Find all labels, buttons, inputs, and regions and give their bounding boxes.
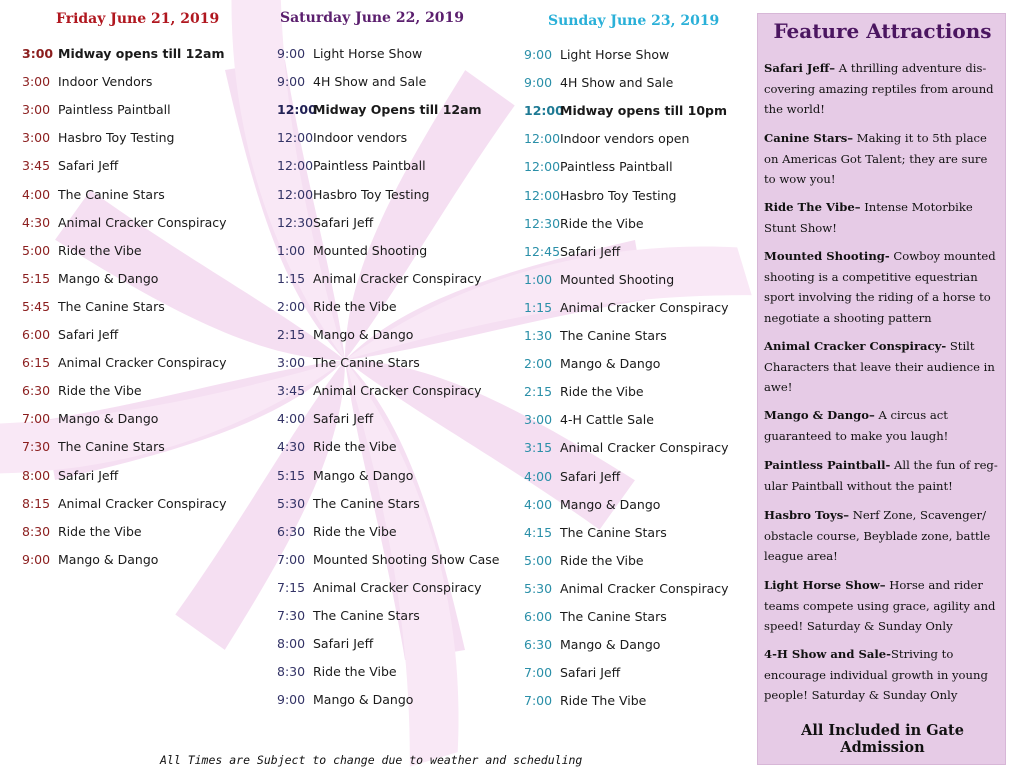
feature-item <box>764 336 1002 398</box>
event-time: 3:45 <box>22 158 51 174</box>
event-name: Mango & Dango <box>560 356 661 372</box>
schedule-disclaimer: All Times are Subject to change due to weather and scheduling <box>160 753 583 767</box>
event-time: 1:15 <box>277 270 306 286</box>
schedule-row <box>277 383 482 398</box>
schedule-row <box>22 243 142 258</box>
schedule-row <box>277 439 397 454</box>
saturday-heading: Saturday June 22, 2019 <box>280 10 465 26</box>
schedule-row <box>277 187 429 202</box>
event-name: The Canine Stars <box>58 439 165 455</box>
feature-attractions-panel <box>757 13 1006 765</box>
schedule-row <box>524 131 689 146</box>
event-time: 3:00 <box>22 130 51 146</box>
schedule-row <box>277 299 397 314</box>
schedule-row <box>277 580 482 595</box>
feature-name: 4-H Show and Sale- <box>764 647 891 661</box>
feature-description: A circus act guaranteed to make you laugh! <box>764 408 949 443</box>
feature-name: Animal Cracker Conspiracy- <box>764 339 947 353</box>
feature-description: Horse and rider teams compete using grace, agility and speed! Saturday & Sunday Only <box>764 578 996 633</box>
schedule-row <box>277 496 420 511</box>
schedule-row <box>22 552 158 567</box>
feature-name: Safari Jeff– <box>764 61 836 75</box>
event-name: Ride the Vibe <box>560 552 644 568</box>
event-name: Animal Cracker Conspiracy <box>560 440 729 456</box>
event-name: Mounted Shooting <box>560 271 675 287</box>
feature-description: Striving to encourage individual growth in young people! Saturday & Sunday Only <box>764 647 988 702</box>
event-time: 12:00 <box>277 102 317 118</box>
event-time: 5:45 <box>22 298 51 314</box>
event-name: The Canine Stars <box>58 186 165 202</box>
event-time: 12:00 <box>524 131 561 147</box>
event-time: 12:00 <box>524 103 564 119</box>
schedule-row <box>277 46 422 61</box>
schedule-row <box>524 272 674 287</box>
event-time: 1:00 <box>277 242 306 258</box>
event-time: 2:00 <box>524 356 553 372</box>
event-name: Mounted Shooting <box>313 242 428 258</box>
event-name: Safari Jeff <box>560 243 621 259</box>
event-time: 7:30 <box>22 439 51 455</box>
schedule-row <box>22 46 225 61</box>
event-name: Paintless Paintball <box>58 102 171 118</box>
event-time: 5:15 <box>22 270 51 286</box>
sunday-heading: Sunday June 23, 2019 <box>548 13 720 29</box>
event-name: Safari Jeff <box>560 468 621 484</box>
event-time: 3:00 <box>524 412 553 428</box>
event-time: 7:15 <box>277 579 306 595</box>
event-name: Mango & Dango <box>58 551 159 567</box>
event-time: 5:00 <box>22 242 51 258</box>
event-time: 3:00 <box>277 355 306 371</box>
event-time: 3:45 <box>277 383 306 399</box>
schedule-row <box>524 244 620 259</box>
schedule-row <box>524 440 729 455</box>
schedule-row <box>277 608 420 623</box>
event-name: Hasbro Toy Testing <box>58 130 175 146</box>
feature-name: Hasbro Toys– <box>764 508 850 522</box>
event-time: 7:00 <box>22 411 51 427</box>
event-name: Mango & Dango <box>560 637 661 653</box>
event-time: 9:00 <box>524 75 553 91</box>
schedule-row <box>524 693 646 708</box>
event-time: 8:00 <box>277 636 306 652</box>
event-time: 7:00 <box>277 551 306 567</box>
event-name: Animal Cracker Conspiracy <box>560 580 729 596</box>
event-name: The Canine Stars <box>313 608 420 623</box>
schedule-row <box>22 327 118 342</box>
event-name: The Canine Stars <box>560 328 667 343</box>
event-name: Mango & Dango <box>58 411 159 427</box>
schedule-row <box>277 102 482 117</box>
schedule-row <box>524 356 660 371</box>
event-time: 2:15 <box>524 384 553 400</box>
event-time: 7:00 <box>524 693 553 709</box>
event-time: 4:00 <box>524 468 553 484</box>
event-time: 6:30 <box>22 383 51 399</box>
feature-name: Mango & Dango– <box>764 408 875 422</box>
schedule-row <box>277 130 407 145</box>
event-name: Midway Opens till 12am <box>313 102 482 118</box>
feature-item <box>764 644 1002 706</box>
schedule-row <box>22 439 165 454</box>
event-name: 4H Show and Sale <box>313 74 427 90</box>
event-time: 12:30 <box>277 214 314 230</box>
event-name: Midway opens till 10pm <box>560 103 728 119</box>
schedule-row <box>22 74 152 89</box>
event-time: 1:15 <box>524 299 553 315</box>
schedule-row <box>524 384 644 399</box>
event-time: 4:00 <box>524 496 553 512</box>
feature-name: Mounted Shooting- <box>764 249 890 263</box>
schedule-row <box>277 243 427 258</box>
schedule-row <box>524 469 620 484</box>
event-time: 3:00 <box>22 74 51 90</box>
schedule-row <box>524 75 673 90</box>
feature-name: Paintless Paintball- <box>764 458 891 472</box>
event-name: Hasbro Toy Testing <box>560 187 677 203</box>
event-time: 3:00 <box>22 46 54 61</box>
event-time: 6:00 <box>524 609 553 624</box>
schedule-row <box>524 300 729 315</box>
event-name: Animal Cracker Conspiracy <box>58 355 227 371</box>
event-name: Animal Cracker Conspiracy <box>58 214 227 230</box>
schedule-row <box>524 497 660 512</box>
schedule-row <box>524 609 667 624</box>
event-time: 1:00 <box>524 271 553 287</box>
event-name: Mango & Dango <box>313 327 414 342</box>
feature-name: Ride The Vibe– <box>764 200 861 214</box>
event-name: Safari Jeff <box>560 665 621 681</box>
schedule-row <box>524 412 654 427</box>
schedule-row <box>22 102 171 117</box>
feature-description: Stilt Characters that leave their audience in awe! <box>764 339 995 394</box>
event-name: Ride the Vibe <box>313 523 397 539</box>
event-time: 6:30 <box>524 637 553 653</box>
event-time: 4:15 <box>524 524 553 540</box>
event-name: Safari Jeff <box>58 158 119 174</box>
schedule-row <box>277 552 499 567</box>
event-time: 12:00 <box>277 158 314 174</box>
schedule-row <box>277 215 373 230</box>
event-name: Ride The Vibe <box>560 693 647 709</box>
event-time: 2:15 <box>277 327 306 342</box>
event-time: 9:00 <box>277 46 306 61</box>
event-time: 6:00 <box>22 327 51 342</box>
event-name: The Canine Stars <box>313 495 420 511</box>
event-time: 3:00 <box>22 102 51 118</box>
event-time: 7:00 <box>524 665 553 681</box>
schedule-row <box>524 188 676 203</box>
schedule-row <box>524 328 667 343</box>
event-time: 12:00 <box>524 187 561 203</box>
event-name: Animal Cracker Conspiracy <box>560 299 729 315</box>
event-name: Animal Cracker Conspiracy <box>313 383 482 399</box>
schedule-row <box>277 355 420 370</box>
event-name: Ride the Vibe <box>58 242 142 258</box>
feature-description: Making it to 5th place on Americas Got Talent; they are sure to wow you! <box>764 131 988 186</box>
event-name: Safari Jeff <box>313 411 374 427</box>
feature-description: Intense Motorbike Stunt Show! <box>764 200 973 235</box>
event-name: Mounted Shooting Show Case <box>313 551 500 567</box>
event-name: Ride the Vibe <box>560 384 644 400</box>
event-time: 12:30 <box>524 215 561 231</box>
schedule-row <box>22 158 118 173</box>
event-name: Light Horse Show <box>313 46 423 61</box>
schedule-row <box>277 636 373 651</box>
schedule-row <box>524 665 620 680</box>
event-time: 5:30 <box>524 580 553 596</box>
event-name: Paintless Paintball <box>313 158 426 174</box>
event-time: 5:00 <box>524 552 553 568</box>
event-name: Mango & Dango <box>560 496 661 512</box>
schedule-row <box>277 327 413 342</box>
feature-attractions-title: Feature Attractions <box>773 19 992 43</box>
schedule-row <box>22 187 165 202</box>
event-time: 5:15 <box>277 467 306 483</box>
schedule-row <box>22 130 174 145</box>
event-name: Animal Cracker Conspiracy <box>313 270 482 286</box>
event-name: The Canine Stars <box>58 298 165 314</box>
schedule-row <box>277 158 426 173</box>
event-time: 6:30 <box>277 523 306 539</box>
schedule-row <box>22 524 142 539</box>
event-name: Indoor vendors open <box>560 131 690 147</box>
feature-item <box>764 455 1002 496</box>
schedule-row <box>277 468 413 483</box>
event-time: 4:30 <box>22 214 51 230</box>
event-name: Paintless Paintball <box>560 159 673 175</box>
feature-item <box>764 128 1002 190</box>
schedule-row <box>277 411 373 426</box>
feature-name: Light Horse Show– <box>764 578 886 592</box>
event-name: The Canine Stars <box>560 609 667 624</box>
feature-item <box>764 197 1002 238</box>
feature-description: Nerf Zone, Scavenger/ obstacle course, Beyblade zone, battle league area! <box>764 508 991 563</box>
schedule-row <box>22 411 158 426</box>
event-name: Mango & Dango <box>58 270 159 286</box>
event-time: 12:45 <box>524 243 561 259</box>
feature-item <box>764 405 1002 446</box>
feature-description: Cowboy mounted shooting is a competitive equestrian sport involving the riding of a horse to negotiate a shooting pattern <box>764 249 996 325</box>
event-time: 9:00 <box>524 47 553 62</box>
schedule-row <box>277 664 397 679</box>
event-time: 4:00 <box>277 411 306 427</box>
event-time: 6:15 <box>22 355 51 371</box>
event-time: 9:00 <box>277 692 306 708</box>
event-time: 8:15 <box>22 495 51 511</box>
event-name: Midway opens till 12am <box>58 46 225 61</box>
schedule-row <box>22 299 165 314</box>
event-time: 4:00 <box>22 186 51 202</box>
schedule-row <box>277 271 482 286</box>
schedule-row <box>524 103 727 118</box>
event-time: 9:00 <box>277 74 306 90</box>
event-name: Indoor vendors <box>313 130 408 146</box>
event-name: Animal Cracker Conspiracy <box>313 579 482 595</box>
event-time: 7:30 <box>277 608 306 623</box>
event-name: Light Horse Show <box>560 47 670 62</box>
schedule-row <box>22 215 227 230</box>
schedule-row <box>524 525 667 540</box>
event-name: The Canine Stars <box>560 524 667 540</box>
event-time: 12:00 <box>277 186 314 202</box>
event-name: Indoor Vendors <box>58 74 153 90</box>
schedule-row <box>524 581 729 596</box>
feature-description: All the fun of reg-ular Paintball without the paint! <box>764 458 998 493</box>
event-time: 12:00 <box>277 130 314 146</box>
schedule-row <box>524 47 669 62</box>
event-name: Ride the Vibe <box>313 664 397 680</box>
event-name: 4H Show and Sale <box>560 75 674 91</box>
schedule-row <box>524 159 673 174</box>
feature-name: Canine Stars– <box>764 131 854 145</box>
schedule-row <box>277 692 413 707</box>
event-time: 2:00 <box>277 298 306 314</box>
event-name: Mango & Dango <box>313 467 414 483</box>
event-name: Ride the Vibe <box>58 523 142 539</box>
event-time: 8:30 <box>22 523 51 539</box>
gate-admission-note: All Included in Gate Admission <box>801 722 964 756</box>
event-time: 8:30 <box>277 664 306 680</box>
schedule-row <box>22 496 227 511</box>
event-name: Safari Jeff <box>313 214 374 230</box>
schedule-row <box>22 468 118 483</box>
schedule-row <box>22 383 142 398</box>
event-name: Ride the Vibe <box>313 439 397 455</box>
event-name: Ride the Vibe <box>313 298 397 314</box>
event-time: 8:00 <box>22 467 51 483</box>
event-name: 4-H Cattle Sale <box>560 412 654 428</box>
schedule-row <box>22 355 227 370</box>
event-time: 5:30 <box>277 495 306 511</box>
schedule-row <box>524 637 660 652</box>
feature-item <box>764 246 1002 328</box>
event-time: 12:00 <box>524 159 561 175</box>
event-name: Safari Jeff <box>313 636 374 652</box>
event-time: 3:15 <box>524 440 553 456</box>
event-name: The Canine Stars <box>313 355 420 371</box>
schedule-row <box>22 271 158 286</box>
event-name: Ride the Vibe <box>58 383 142 399</box>
event-time: 1:30 <box>524 328 553 343</box>
event-name: Safari Jeff <box>58 467 119 483</box>
event-name: Safari Jeff <box>58 327 119 342</box>
event-time: 9:00 <box>22 551 51 567</box>
schedule-row <box>277 524 397 539</box>
schedule-row <box>524 216 644 231</box>
feature-item <box>764 58 1002 120</box>
schedule-row <box>277 74 426 89</box>
feature-item <box>764 505 1002 567</box>
event-name: Ride the Vibe <box>560 215 644 231</box>
event-name: Hasbro Toy Testing <box>313 186 430 202</box>
event-time: 4:30 <box>277 439 306 455</box>
schedule-row <box>524 553 644 568</box>
feature-item <box>764 575 1002 637</box>
event-name: Mango & Dango <box>313 692 414 708</box>
feature-description: A thrilling adventure dis-covering amazing reptiles from around the world! <box>764 61 994 116</box>
friday-heading: Friday June 21, 2019 <box>56 11 220 27</box>
event-name: Animal Cracker Conspiracy <box>58 495 227 511</box>
